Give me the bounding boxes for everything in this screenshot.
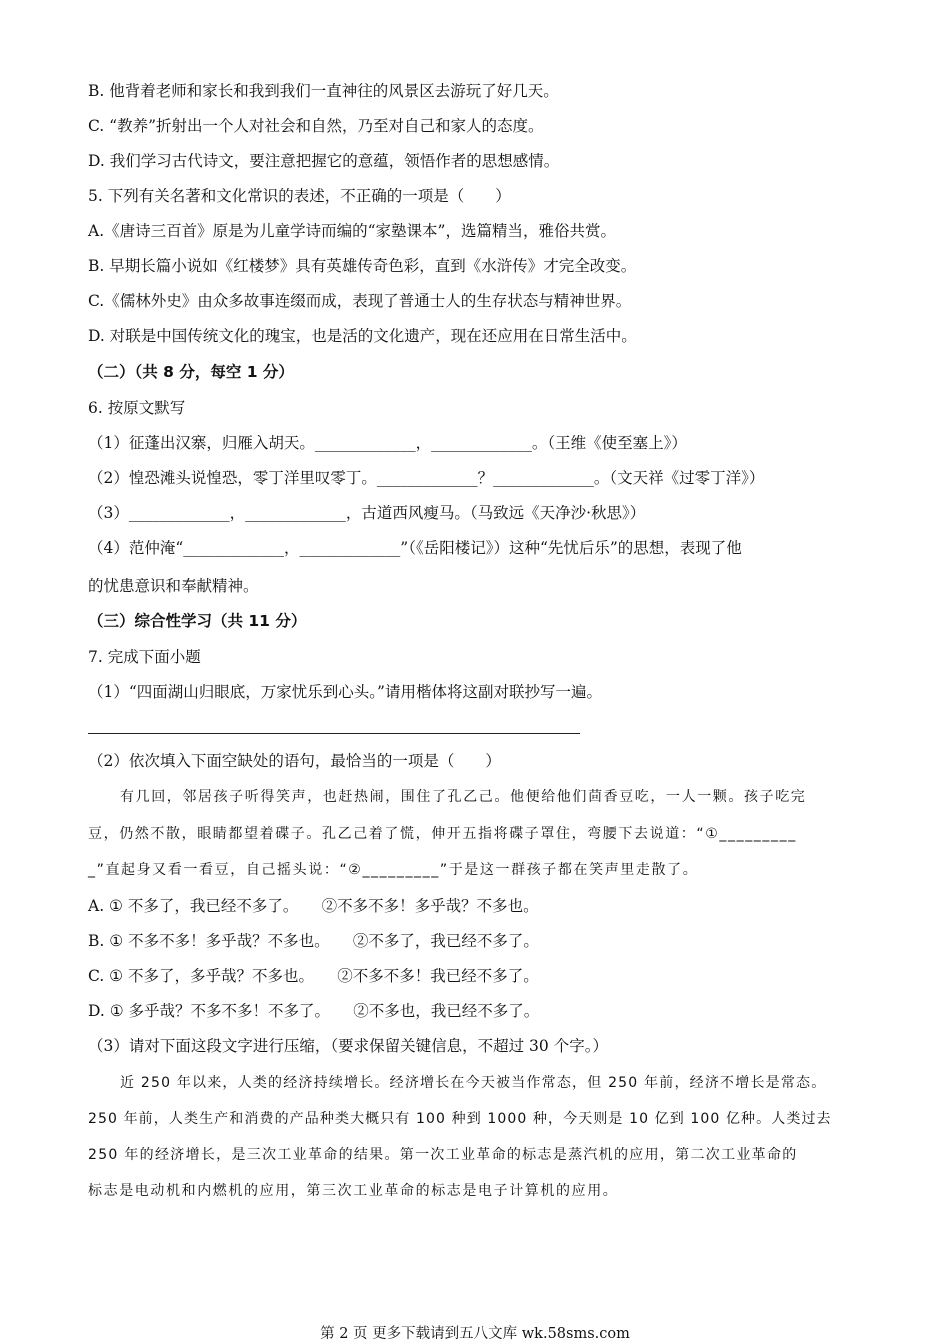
page-footer: 第 2 页 更多下载请到五八文库 wk.58sms.com (320, 1326, 630, 1342)
question-6-3: （3）_____________，_____________，古道西风瘦马。（马致远《天净沙·秋思》） (88, 504, 646, 522)
option-5a: A.《唐诗三百首》原是为儿童学诗而编的“家塾课本”，选篇精当，雅俗共赏。 (88, 222, 616, 240)
question-6: 6. 按原文默写 (88, 399, 186, 417)
passage-line-2: 豆，仍然不散，眼睛都望着碟子。孔乙己着了慌，伸开五指将碟子罩住，弯腰下去说道：“①_________ (88, 826, 797, 842)
question-6-4-cont: 的忧患意识和奉献精神。 (88, 577, 259, 595)
question-7-3: （3）请对下面这段文字进行压缩，（要求保留关键信息，不超过 30 个字。） (88, 1037, 608, 1055)
option-7d: D. ① 多乎哉？不多不多！不多了。 ②不多也，我已经不多了。 (88, 1002, 540, 1020)
question-6-2: （2）惶恐滩头说惶恐，零丁洋里叹零丁。_____________？_____________。（文天祥《过零丁洋》） (88, 469, 765, 487)
question-7: 7. 完成下面小题 (88, 648, 201, 666)
option-5d: D. 对联是中国传统文化的瑰宝，也是活的文化遗产，现在还应用在日常生活中。 (88, 327, 637, 345)
compress-text-2: 250 年前，人类生产和消费的产品种类大概只有 100 种到 1000 种，今天则是 10 亿到 100 亿种。人类过去 (88, 1111, 832, 1127)
answer-line[interactable] (88, 733, 580, 734)
option-5c: C.《儒林外史》由众多故事连缀而成，表现了普通士人的生存状态与精神世界。 (88, 292, 632, 310)
question-7-2: （2）依次填入下面空缺处的语句，最恰当的一项是（ ） (88, 752, 501, 770)
compress-text-4: 标志是电动机和内燃机的应用，第三次工业革命的标志是电子计算机的应用。 (88, 1183, 619, 1199)
line-4b: B. 他背着老师和家长和我到我们一直神往的风景区去游玩了好几天。 (88, 82, 559, 100)
line-4c: C. “教养”折射出一个人对社会和自然，乃至对自己和家人的态度。 (88, 117, 544, 135)
passage-line-1: 有几回，邻居孩子听得笑声，也赶热闹，围住了孔乙己。他便给他们茴香豆吃，一人一颗。孩子吃完 (120, 789, 807, 805)
question-7-1: （1）“四面湖山归眼底，万家忧乐到心头。”请用楷体将这副对联抄写一遍。 (88, 683, 602, 701)
question-5: 5. 下列有关名著和文化常识的表述，不正确的一项是（ ） (88, 187, 511, 205)
section-3-heading: （三）综合性学习（共 11 分） (88, 612, 307, 630)
option-7c: C. ① 不多了，多乎哉？不多也。 ②不多不多！我已经不多了。 (88, 967, 539, 985)
question-6-1: （1）征蓬出汉寨，归雁入胡天。_____________，_____________。（王维《使至塞上》） (88, 434, 687, 452)
section-2-heading: （二）（共 8 分，每空 1 分） (88, 363, 294, 381)
compress-text-1: 近 250 年以来，人类的经济持续增长。经济增长在今天被当作常态，但 250 年前，经济不增长是常态。 (120, 1075, 827, 1091)
option-7b: B. ① 不多不多！多乎哉？不多也。 ②不多了，我已经不多了。 (88, 932, 539, 950)
question-6-4: （4）范仲淹“_____________，_____________”（《岳阳楼记》）这种“先忧后乐”的思想，表现了他 (88, 539, 742, 557)
option-5b: B. 早期长篇小说如《红楼梦》具有英雄传奇色彩，直到《水浒传》才完全改变。 (88, 257, 637, 275)
line-4d: D. 我们学习古代诗文，要注意把握它的意蕴，领悟作者的思想感情。 (88, 152, 560, 170)
passage-line-3: _”直起身又看一看豆，自己摇头说：“②_________”于是这一群孩子都在笑声里走散了。 (88, 862, 699, 878)
option-7a: A. ① 不多了，我已经不多了。 ②不多不多！多乎哉？不多也。 (88, 897, 539, 915)
compress-text-3: 250 年的经济增长，是三次工业革命的结果。第一次工业革命的标志是蒸汽机的应用，第二次工业革命的 (88, 1147, 798, 1163)
